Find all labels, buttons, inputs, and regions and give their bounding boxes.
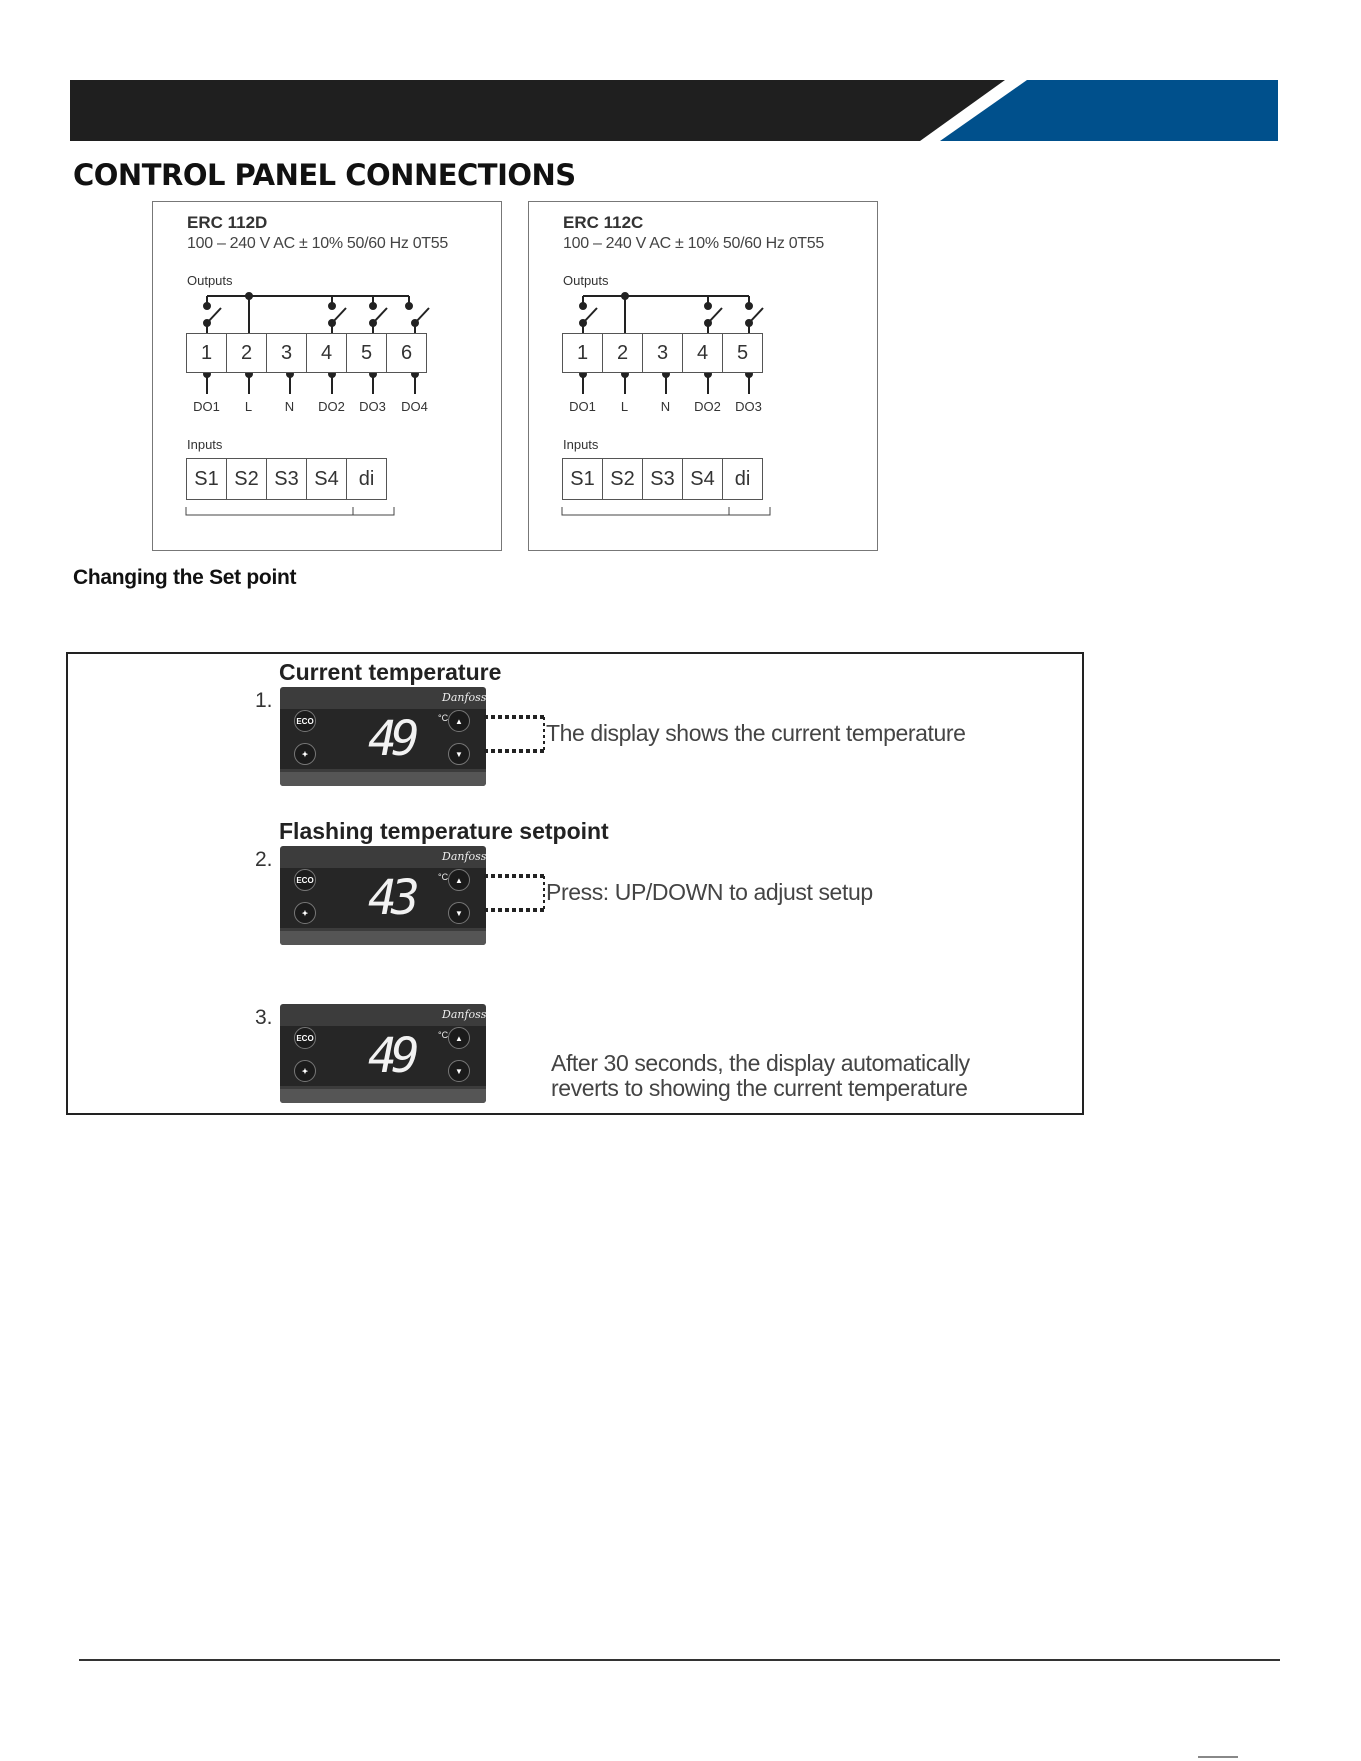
- wiring-diagram-erc112c: [528, 201, 878, 551]
- down-button[interactable]: [448, 1060, 470, 1082]
- terminal-label: DO1: [569, 399, 596, 414]
- input-terminal: S2: [602, 458, 643, 500]
- input-terminal: S1: [186, 458, 227, 500]
- terminal-label: N: [660, 399, 671, 414]
- up-button[interactable]: [448, 1027, 470, 1049]
- terminal: 1: [562, 333, 603, 373]
- output-terminal-block: [186, 333, 426, 373]
- down-button[interactable]: [448, 902, 470, 924]
- triangle-up-icon: ▲: [455, 875, 463, 885]
- terminal: 5: [346, 333, 387, 373]
- triangle-down-icon: ▼: [455, 1066, 463, 1076]
- terminal-label: DO1: [193, 399, 220, 414]
- input-terminal: S3: [266, 458, 307, 500]
- brand-logo: Danfoss: [442, 1008, 487, 1021]
- header-band: [70, 80, 1278, 141]
- brand-logo: Danfoss: [442, 850, 487, 863]
- bulb-icon: ✦: [301, 1066, 309, 1076]
- unit-label: °C: [438, 1030, 449, 1040]
- outputs-label: Outputs: [187, 273, 233, 288]
- inputs-label: Inputs: [563, 437, 599, 452]
- controller-display: [280, 687, 486, 786]
- callout-dashes: [484, 714, 548, 754]
- terminal-label: N: [284, 399, 295, 414]
- input-terminal-block: [562, 458, 762, 500]
- eco-button[interactable]: ECO: [294, 869, 316, 891]
- terminal: 5: [722, 333, 763, 373]
- step-number: 3.: [255, 1006, 273, 1029]
- terminal: 4: [682, 333, 723, 373]
- bulb-icon: ✦: [301, 908, 309, 918]
- controller-display: [280, 846, 486, 945]
- step-description: Press: UP/DOWN to adjust setup: [546, 879, 873, 905]
- model-name: ERC 112D: [187, 213, 268, 232]
- input-terminal: S3: [642, 458, 683, 500]
- eco-button[interactable]: ECO: [294, 1027, 316, 1049]
- description-line: After 30 seconds, the display automatically: [551, 1050, 970, 1076]
- terminal: 1: [186, 333, 227, 373]
- input-terminal: S4: [306, 458, 347, 500]
- panel-bottom-strip: [280, 1089, 486, 1103]
- terminal: 3: [266, 333, 307, 373]
- temperature-readout: 43: [368, 870, 414, 926]
- setpoint-steps-frame: [66, 652, 1084, 1115]
- terminal: 6: [386, 333, 427, 373]
- terminal-label: DO2: [318, 399, 345, 414]
- step-number: 2.: [255, 848, 273, 871]
- panel-bottom-strip: [280, 772, 486, 786]
- up-button[interactable]: [448, 710, 470, 732]
- input-terminal: S1: [562, 458, 603, 500]
- description-line: reverts to showing the current temperature: [551, 1075, 968, 1101]
- temperature-readout: 49: [368, 711, 414, 767]
- section-title: CONTROL PANEL CONNECTIONS: [73, 158, 576, 192]
- brand-logo: Danfoss: [442, 691, 487, 704]
- input-terminal: S2: [226, 458, 267, 500]
- wiring-diagram-erc112d: [152, 201, 502, 551]
- subheading: Changing the Set point: [73, 566, 297, 589]
- controller-display: [280, 1004, 486, 1103]
- up-button[interactable]: [448, 869, 470, 891]
- terminal-label: L: [244, 399, 253, 414]
- triangle-down-icon: ▼: [455, 908, 463, 918]
- footer-mark: [1198, 1756, 1238, 1758]
- step-heading: Current temperature: [279, 659, 502, 685]
- step-heading: Flashing temperature setpoint: [279, 818, 609, 844]
- step-number: 1.: [255, 689, 273, 712]
- model-name: ERC 112C: [563, 213, 644, 232]
- triangle-down-icon: ▼: [455, 749, 463, 759]
- outputs-label: Outputs: [563, 273, 609, 288]
- light-button[interactable]: [294, 743, 316, 765]
- light-button[interactable]: [294, 902, 316, 924]
- eco-button[interactable]: ECO: [294, 710, 316, 732]
- input-terminal: S4: [682, 458, 723, 500]
- triangle-up-icon: ▲: [455, 1033, 463, 1043]
- bulb-icon: ✦: [301, 749, 309, 759]
- input-terminal: di: [346, 458, 387, 500]
- triangle-up-icon: ▲: [455, 716, 463, 726]
- terminal: 4: [306, 333, 347, 373]
- step-description: The display shows the current temperature: [546, 720, 966, 746]
- inputs-label: Inputs: [187, 437, 223, 452]
- terminal-label: DO4: [401, 399, 428, 414]
- terminal: 2: [602, 333, 643, 373]
- callout-dashes: [484, 873, 548, 913]
- terminal-label: DO2: [694, 399, 721, 414]
- unit-label: °C: [438, 713, 449, 723]
- power-spec: 100 – 240 V AC ± 10% 50/60 Hz 0T55: [187, 235, 448, 252]
- header-dark-shape: [70, 80, 1005, 141]
- down-button[interactable]: [448, 743, 470, 765]
- panel-bottom-strip: [280, 931, 486, 945]
- input-terminal-block: [186, 458, 386, 500]
- step-description: [551, 1051, 970, 1101]
- input-terminal: di: [722, 458, 763, 500]
- terminal-label: DO3: [735, 399, 762, 414]
- terminal: 3: [642, 333, 683, 373]
- output-terminal-block: [562, 333, 762, 373]
- footer-rule: [79, 1659, 1280, 1661]
- unit-label: °C: [438, 872, 449, 882]
- terminal-label: L: [620, 399, 629, 414]
- power-spec: 100 – 240 V AC ± 10% 50/60 Hz 0T55: [563, 235, 824, 252]
- terminal-label: DO3: [359, 399, 386, 414]
- terminal: 2: [226, 333, 267, 373]
- temperature-readout: 49: [368, 1028, 414, 1084]
- light-button[interactable]: [294, 1060, 316, 1082]
